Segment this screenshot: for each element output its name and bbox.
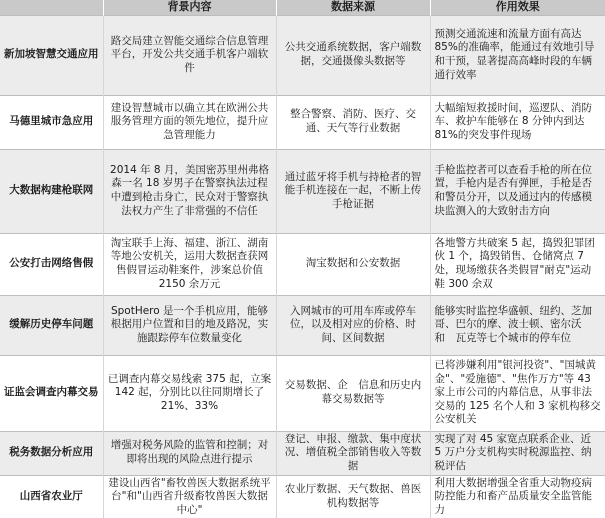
table-row (0, 295, 605, 355)
case-background: 建设智慧城市以确立其在欧洲公共服务管理方面的领先地位，提升应急管理能力 (103, 95, 276, 149)
table-row (0, 149, 605, 233)
case-name: 新加坡智慧交通应用 (0, 15, 103, 95)
case-data-source: 通过蓝牙将手机与持枪者的智能手机连接在一起，不断上传手枪证据 (276, 149, 430, 233)
table-row (0, 233, 605, 295)
case-background: 路交局建立智能交通综合信息管理平台，开发公共交通手机客户端软件 (103, 15, 276, 95)
header-data-source: 数据来源 (276, 0, 430, 15)
case-data-source: 淘宝数据和公安数据 (276, 233, 430, 295)
case-name: 山西省农业厅 (0, 475, 103, 518)
table-header-row (0, 0, 605, 15)
case-data-source: 登记、申报、缴款、集中度状况、增值税全部销售收入等数据 (276, 431, 430, 475)
case-effect: 手枪监控者可以查看手枪的所在位置，手枪内是否有弹匣，手枪是否和警员分开，以及通过内的传感模块监测入的大致射击方向 (430, 149, 605, 233)
case-effect: 实现了对 45 家宽点联系企业、近 5 万户分支机构实时税源监控、纳税评估 (430, 431, 605, 475)
table-row (0, 15, 605, 95)
case-data-source: 整合警察、消防、医疗、交通、天气等行业数据 (276, 95, 430, 149)
case-data-source: 入网城市的可用车库或停车位，以及相对应的价格、时间、区间数据 (276, 295, 430, 355)
case-effect: 已将涉嫌利用"银河投资"、"国城黄金"、"爱施德"、"焦作万方"等 43 家上市公司的内幕信息，从事非法交易的 125 名个人和 3 家机构移交公安机关 (430, 355, 605, 431)
case-name: 税务数据分析应用 (0, 431, 103, 475)
case-background: 建设山西省"畜牧兽医大数据系统平台"和"山西省升级畜牧兽医大数据中心" (103, 475, 276, 518)
case-effect: 能够实时监控华盛顿、纽约、芝加哥、巴尔的摩、波士顿、密尔沃 和 瓦克等七个城市的停车位 (430, 295, 605, 355)
header-case-name (0, 0, 103, 15)
case-name: 大数据构建枪联网 (0, 149, 103, 233)
case-background: SpotHero 是一个手机应用，能够根据用户位置和目的地及路况，实施跟踪停车位数量变化 (103, 295, 276, 355)
case-background: 淘宝联手上海、福建、浙江、湖南等地公安机关，运用大数据查获网售假冒运动鞋案件，涉案总价值 2150 余万元 (103, 233, 276, 295)
case-background: 已调查内幕交易线索 375 起，立案 142 起，分别比以往同期增长了 21%、33% (103, 355, 276, 431)
header-background: 背景内容 (103, 0, 276, 15)
case-name: 证监会调查内幕交易 (0, 355, 103, 431)
table-row (0, 355, 605, 431)
case-effect: 预测交通流速和流量方面有高达 85%的准确率，能通过有效地引导和干预，显著提高高峰时段的车辆通行效率 (430, 15, 605, 95)
case-background: 2014 年 8 月，美国密苏里州弗格森一名 18 岁男子在警察执法过程中遭到枪击身亡，民众对于警察执法权力产生了非常强的不信任 (103, 149, 276, 233)
header-effect: 作用效果 (430, 0, 605, 15)
table-row (0, 475, 605, 518)
table-row (0, 431, 605, 475)
case-data-source: 公共交通系统数据，客户端数据，交通摄像头数据等 (276, 15, 430, 95)
case-effect: 大幅缩短救援时间，巡逻队、消防车、救护车能够在 8 分钟内到达 81%的突发事件现场 (430, 95, 605, 149)
case-name: 公安打击网络售假 (0, 233, 103, 295)
case-data-source: 农业厅数据、天气数据、兽医机构数据等 (276, 475, 430, 518)
case-data-source: 交易数据、企 信息和历史内幕交易数据等 (276, 355, 430, 431)
case-name: 缓解历史停车问题 (0, 295, 103, 355)
case-background: 增强对税务风险的监管和控制；对即将出现的风险点进行提示 (103, 431, 276, 475)
case-effect: 利用大数据增强全省重大动物疫病防控能力和畜产品质量安全监管能力 (430, 475, 605, 518)
table-row (0, 95, 605, 149)
case-name: 马德里城市急应用 (0, 95, 103, 149)
case-effect: 各地警方共破案 5 起，捣毁犯罪团伙 1 个，捣毁销售、仓储窝点 7 处，现场缴获各类假冒"耐克"运动鞋 300 余双 (430, 233, 605, 295)
